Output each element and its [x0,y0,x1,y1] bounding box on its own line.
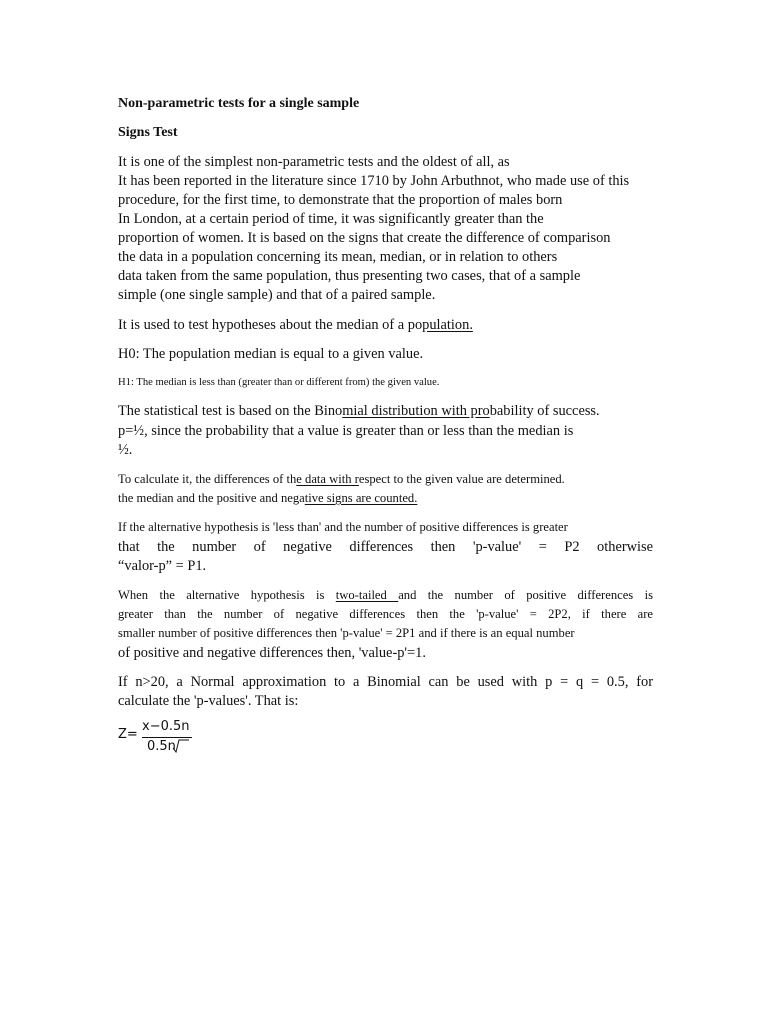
paragraph-line: of positive and negative differences then, 'value-p'=1. [118,645,426,661]
text-run: and the number of positive differences is [398,588,653,602]
paragraph-line: If the alternative hypothesis is 'less than' and the number of positive differences is greater [118,520,568,534]
formula-numerator: x−0.5n [142,719,190,734]
document-title: Non-parametric tests for a single sample [118,96,360,111]
section-heading: Signs Test [118,125,178,140]
underlined-text: pulation. [422,317,473,333]
paragraph-line: If n>20, a Normal approximation to a Binomial can be used with p = q = 0.5, for [118,674,653,690]
paragraph-line: It is one of the simplest non-parametric tests and the oldest of all, as [118,154,510,170]
paragraph-line: the data in a population concerning its mean, median, or in relation to others [118,249,558,265]
text-run: When the alternative hypothesis is [118,588,336,602]
paragraph-line: procedure, for the first time, to demonstrate that the proportion of males born [118,192,563,208]
paragraph-line: that the number of negative differences then 'p-value' = P2 otherwise [118,539,653,555]
paragraph-line [118,489,417,507]
text-run: It is used to test hypotheses about the median of a po [118,317,423,333]
paragraph-line: In London, at a certain period of time, it was significantly greater than the [118,211,544,227]
formula-lhs: Z= [118,727,138,742]
paragraph-line: It has been reported in the literature since 1710 by John Arbuthnot, who made use of this [118,173,630,189]
underlined-text: tive signs are counted. [304,491,418,505]
text-run: bability of success. [489,403,600,419]
paragraph-line: ½. [118,442,133,458]
paragraph-line: smaller number of positive differences then 'p-value' = 2P1 and if there is an equal number [118,626,575,640]
underlined-text: two-tailed [335,588,399,602]
paragraph-line: calculate the 'p-values'. That is: [118,693,299,709]
underlined-text: mial distribution with pro [342,403,490,419]
null-hypothesis: H0: The population median is equal to a given value. [118,346,424,362]
paragraph-line: proportion of women. It is based on the signs that create the difference of comparison [118,230,611,246]
text-run: The statistical test is based on the Bino [118,403,343,419]
paragraph-line [118,470,565,488]
square-root-icon [172,738,190,754]
formula-denominator: 0.5n [147,739,176,754]
alternative-hypothesis: H1: The median is less than (greater than or different from) the given value. [118,377,440,388]
text-run: the median and the positive and nega [118,491,305,505]
paragraph-line: “valor-p” = P1. [118,558,207,574]
paragraph-line [118,586,653,604]
underlined-text: e data with r [296,472,359,486]
paragraph-line: simple (one single sample) and that of a paired sample. [118,287,436,303]
text-run: espect to the given value are determined. [358,472,565,486]
paragraph-line: p=½, since the probability that a value is greater than or less than the median is [118,423,574,439]
median-test-sentence [118,316,473,334]
paragraph-line [118,402,600,420]
paragraph-line: greater than the number of negative differences then the 'p-value' = 2P2, if there are [118,607,653,621]
paragraph-line: data taken from the same population, thus presenting two cases, that of a sample [118,268,581,284]
text-run: To calculate it, the differences of th [118,472,297,486]
